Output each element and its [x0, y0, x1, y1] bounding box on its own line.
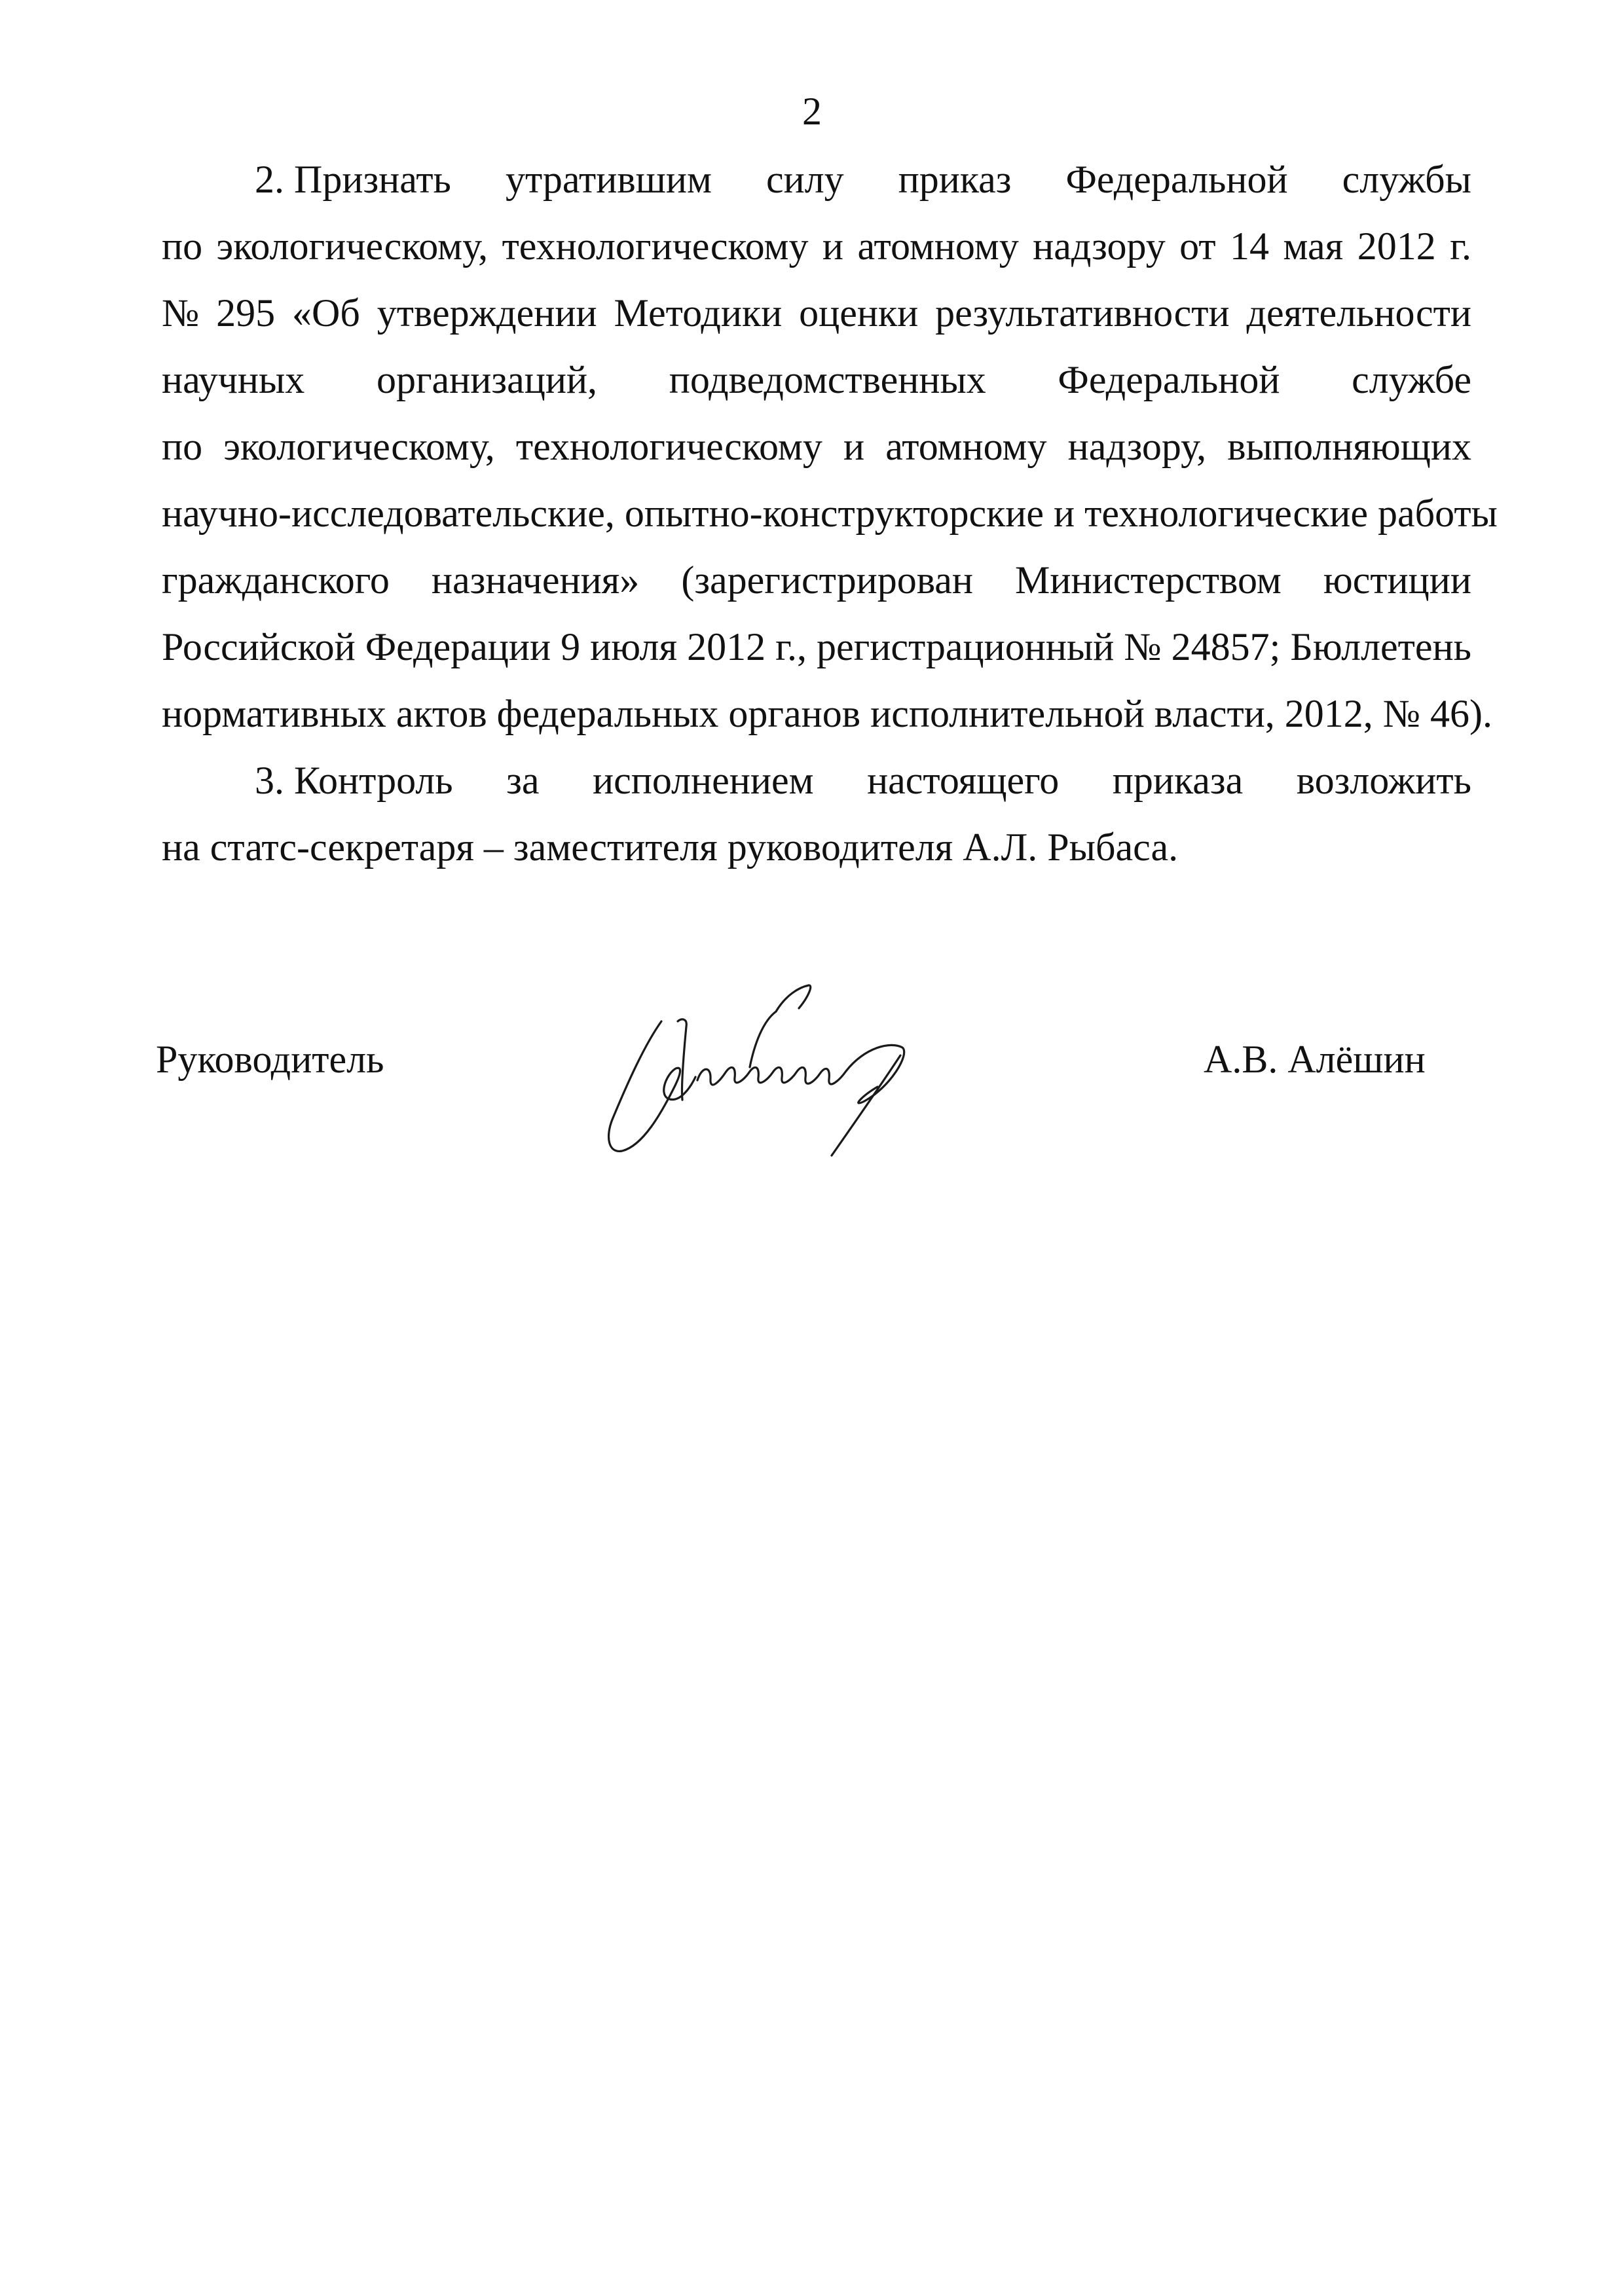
word: Федеральной [1058, 358, 1280, 401]
word: возложить [1296, 759, 1471, 802]
word: (зарегистрирован [681, 558, 973, 602]
word: утратившим [505, 158, 712, 201]
text-line: нормативных актов федеральных органов исполнительной власти, 2012, № 46). [162, 692, 1493, 735]
word: Министерством [1015, 558, 1282, 602]
paragraph-3-line-1 [162, 747, 1471, 814]
word: назначения» [431, 558, 640, 602]
paragraph-2-line-2 [162, 213, 1471, 280]
word: юстиции [1323, 558, 1471, 602]
word: гражданского [162, 558, 390, 602]
page-number: 2 [802, 90, 822, 133]
text-line: на статс-секретаря – заместителя руководителя А.Л. Рыбаса. [162, 826, 1179, 869]
text-line: научно-исследовательские, опытно-конструкторские и технологические работы [162, 492, 1498, 535]
text-line: № 295 «Об утверждении Методики оценки результативности деятельности [162, 291, 1471, 335]
word: приказ [898, 158, 1012, 201]
word: силу [766, 158, 844, 201]
text-line: по экологическому, технологическому и атомному надзору от 14 мая 2012 г. [162, 225, 1471, 268]
paragraph-2-line-5 [162, 413, 1471, 480]
paragraph-2-line-8 [162, 613, 1471, 680]
signature-block [0, 1008, 1624, 1178]
word: службы [1342, 158, 1471, 201]
paragraph-2-line-4 [162, 346, 1471, 413]
word: службе [1352, 358, 1471, 401]
paragraph-2-line-9 [162, 680, 1493, 747]
paragraph-2-line-6 [162, 480, 1498, 547]
word: организаций, [376, 358, 598, 401]
signatory-name: А.В. Алёшин [1204, 1038, 1426, 1081]
text-line: по экологическому, технологическому и атомному надзору, выполняющих [162, 425, 1471, 468]
word: подведомственных [669, 358, 986, 401]
word: 2. Признать [255, 158, 451, 201]
handwritten-signature [583, 982, 989, 1178]
word: исполнением [592, 759, 814, 802]
word: настоящего [867, 759, 1060, 802]
signatory-title: Руководитель [156, 1038, 384, 1081]
word: научных [162, 358, 305, 401]
paragraph-2-line-1 [162, 146, 1471, 213]
word: приказа [1112, 759, 1244, 802]
document-body [162, 146, 1498, 881]
word: за [506, 759, 540, 802]
paragraph-2-line-7 [162, 547, 1471, 613]
word: 3. Контроль [255, 759, 453, 802]
paragraph-3-line-2 [162, 814, 1471, 881]
paragraph-2-line-3 [162, 280, 1471, 346]
text-line: Российской Федерации 9 июля 2012 г., регистрационный № 24857; Бюллетень [162, 625, 1471, 668]
word: Федеральной [1065, 158, 1288, 201]
